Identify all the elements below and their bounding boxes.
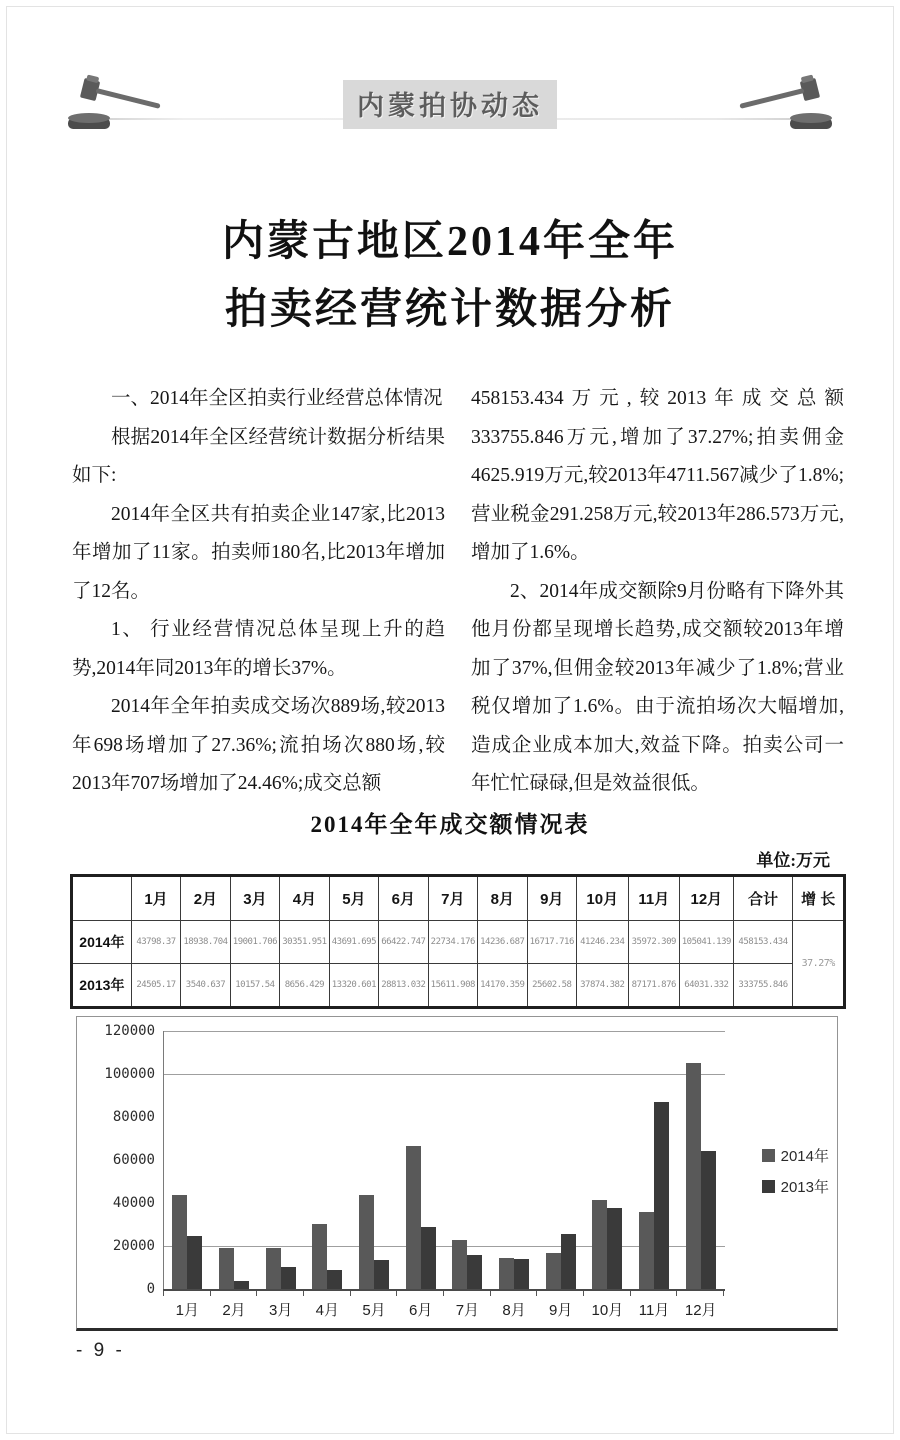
chart-plot-area bbox=[164, 1031, 724, 1289]
table-cell: 30351.951 bbox=[280, 921, 329, 964]
x-tick-label: 2月 bbox=[222, 1302, 246, 1319]
legend-label: 2013年 bbox=[780, 1179, 829, 1196]
x-tick-label: 1月 bbox=[175, 1302, 199, 1319]
chart-x-axis bbox=[164, 1299, 724, 1320]
table-header-cell: 2月 bbox=[181, 876, 230, 921]
bar-2014年 bbox=[172, 1195, 187, 1289]
bar-group bbox=[257, 1248, 304, 1289]
bar-2014年 bbox=[639, 1212, 654, 1289]
x-tick bbox=[630, 1291, 631, 1296]
table-header-cell: 8月 bbox=[478, 876, 527, 921]
x-tick-label: 3月 bbox=[269, 1302, 293, 1319]
paragraph: 2、2014年成交额除9月份略有下降外其他月份都呈现增长趋势,成交额较2013年增加了37%,但佣金较2013年减少了1.8%;营业税仅增加了1.6%。由于流拍场次大幅增加,造成企业成本加大,效益下降。拍卖公司一年忙忙碌碌,但是效益很低。 bbox=[471, 580, 844, 794]
x-tick bbox=[350, 1291, 351, 1296]
table-cell: 105041.139 bbox=[680, 921, 734, 964]
table-header-cell: 11月 bbox=[628, 876, 680, 921]
gavel-icon bbox=[62, 74, 172, 132]
table-header-cell: 4月 bbox=[280, 876, 329, 921]
table-cell: 87171.876 bbox=[628, 964, 680, 1008]
bar-2013年 bbox=[374, 1260, 389, 1289]
x-tick-label: 5月 bbox=[362, 1302, 386, 1319]
table-title: 2014年全年成交额情况表 bbox=[310, 812, 590, 837]
table-header-cell: 7月 bbox=[428, 876, 477, 921]
y-tick-label: 100000 bbox=[104, 1066, 155, 1082]
bar-2013年 bbox=[421, 1227, 436, 1289]
table-cell: 66422.747 bbox=[379, 921, 428, 964]
chart-x-ticks bbox=[163, 1291, 725, 1296]
x-tick-label: 9月 bbox=[549, 1302, 573, 1319]
article-title bbox=[0, 212, 900, 340]
bar-group bbox=[444, 1240, 491, 1289]
bar-2014年 bbox=[359, 1195, 374, 1289]
gavel-icon bbox=[728, 74, 838, 132]
x-tick bbox=[303, 1291, 304, 1296]
table-cell: 8656.429 bbox=[280, 964, 329, 1008]
paragraph: 2014年全年拍卖成交场次889场,较2013年698场增加了27.36%;流拍场次880场,较2013年707场增加了24.46%;成交总额 bbox=[72, 696, 445, 794]
bar-2014年 bbox=[406, 1146, 421, 1289]
data-table bbox=[70, 874, 846, 1009]
bar-2014年 bbox=[592, 1200, 607, 1289]
table-cell: 14170.359 bbox=[478, 964, 527, 1008]
x-tick bbox=[490, 1291, 491, 1296]
bar-group bbox=[677, 1063, 724, 1289]
bar-group bbox=[631, 1102, 678, 1289]
paragraph: 458153.434万元,较2013年成交总额333755.846万元,增加了37.27%;拍卖佣金4625.919万元,较2013年4711.567减少了1.8%;营业税金291.258万元,较2013年286.573万元,增加了1.6%。 bbox=[471, 388, 844, 563]
bar-group bbox=[537, 1234, 584, 1289]
table-cell: 64031.332 bbox=[680, 964, 734, 1008]
table-cell: 43691.695 bbox=[329, 921, 378, 964]
table-row bbox=[72, 921, 845, 964]
table-header-cell bbox=[72, 876, 132, 921]
article-title-line2: 拍卖经营统计数据分析 bbox=[224, 287, 675, 333]
page-header bbox=[60, 74, 840, 134]
table-header-cell: 5月 bbox=[329, 876, 378, 921]
bar-2014年 bbox=[452, 1240, 467, 1289]
text-column-right bbox=[471, 380, 844, 804]
y-tick-label: 20000 bbox=[112, 1238, 155, 1254]
x-tick bbox=[396, 1291, 397, 1296]
monthly-turnover-table bbox=[70, 874, 846, 1009]
table-cell: 3540.637 bbox=[181, 964, 230, 1008]
bar-2013年 bbox=[701, 1151, 716, 1289]
y-tick-label: 80000 bbox=[112, 1109, 155, 1125]
table-header-cell: 9月 bbox=[527, 876, 576, 921]
bar-2013年 bbox=[234, 1281, 249, 1289]
table-cell: 10157.54 bbox=[230, 964, 279, 1008]
x-tick bbox=[256, 1291, 257, 1296]
x-tick-label: 8月 bbox=[502, 1302, 526, 1319]
y-tick-label: 40000 bbox=[112, 1195, 155, 1211]
page-number: - 9 - bbox=[76, 1340, 125, 1361]
table-cell: 24505.17 bbox=[131, 964, 180, 1008]
legend-label: 2014年 bbox=[780, 1148, 829, 1165]
table-cell: 22734.176 bbox=[428, 921, 477, 964]
bar-group bbox=[584, 1200, 631, 1289]
article-title-line1: 内蒙古地区2014年全年 bbox=[221, 219, 678, 265]
bar-2013年 bbox=[187, 1236, 202, 1289]
row-label: 2014年 bbox=[72, 921, 132, 964]
table-cell: 43798.37 bbox=[131, 921, 180, 964]
bar-2013年 bbox=[561, 1234, 576, 1289]
x-tick-label: 12月 bbox=[684, 1302, 717, 1319]
x-tick bbox=[676, 1291, 677, 1296]
bar-2014年 bbox=[312, 1224, 327, 1289]
bar-2013年 bbox=[654, 1102, 669, 1289]
table-cell: 16717.716 bbox=[527, 921, 576, 964]
table-cell: 458153.434 bbox=[733, 921, 793, 964]
x-tick-label: 11月 bbox=[638, 1302, 670, 1319]
table-cell: 41246.234 bbox=[576, 921, 628, 964]
table-cell: 28813.032 bbox=[379, 964, 428, 1008]
table-header-cell: 6月 bbox=[379, 876, 428, 921]
x-tick bbox=[536, 1291, 537, 1296]
legend-swatch-icon bbox=[762, 1180, 775, 1193]
paragraph: 根据2014年全区经营统计数据分析结果如下: bbox=[72, 426, 445, 486]
y-tick-label: 0 bbox=[146, 1281, 155, 1297]
table-cell: 333755.846 bbox=[733, 964, 793, 1008]
bar-group bbox=[397, 1146, 444, 1289]
y-tick-label: 120000 bbox=[104, 1023, 155, 1039]
table-header-cell: 3月 bbox=[230, 876, 279, 921]
table-header-cell: 12月 bbox=[680, 876, 734, 921]
table-cell: 19001.706 bbox=[230, 921, 279, 964]
monthly-turnover-chart bbox=[76, 1016, 838, 1331]
bar-2013年 bbox=[281, 1267, 296, 1289]
bar-2014年 bbox=[266, 1248, 281, 1289]
table-header-cell: 10月 bbox=[576, 876, 628, 921]
row-label: 2013年 bbox=[72, 964, 132, 1008]
x-tick-label: 4月 bbox=[315, 1302, 340, 1319]
paragraph: 2014年全区共有拍卖企业147家,比2013年增加了11家。拍卖师180名,比2013年增加了12名。 bbox=[72, 503, 445, 602]
table-unit-label: 单位:万元 bbox=[756, 851, 830, 870]
paragraph: 一、2014年全区拍卖行业经营总体情况 bbox=[111, 388, 443, 409]
bar-group bbox=[491, 1258, 538, 1289]
bar-2013年 bbox=[607, 1208, 622, 1289]
bar-2013年 bbox=[327, 1270, 342, 1289]
paragraph: 1、 行业经营情况总体呈现上升的趋势,2014年同2013年的增长37%。 bbox=[72, 619, 445, 679]
bar-2014年 bbox=[219, 1248, 234, 1289]
bar-2014年 bbox=[499, 1258, 514, 1289]
x-tick-label: 6月 bbox=[409, 1302, 433, 1319]
table-header-cell: 1月 bbox=[131, 876, 180, 921]
growth-cell: 37.27% bbox=[793, 921, 845, 1008]
table-cell: 15611.908 bbox=[428, 964, 477, 1008]
table-header-cell: 增 长 bbox=[793, 876, 845, 921]
table-cell: 25602.58 bbox=[527, 964, 576, 1008]
chart-legend bbox=[762, 1145, 829, 1197]
table-cell: 35972.309 bbox=[628, 921, 680, 964]
table-cell: 37874.382 bbox=[576, 964, 628, 1008]
legend-item bbox=[762, 1176, 829, 1197]
bar-group bbox=[211, 1248, 258, 1289]
table-cell: 13320.601 bbox=[329, 964, 378, 1008]
body-columns bbox=[72, 380, 844, 804]
bar-group bbox=[164, 1195, 211, 1289]
x-tick-label: 7月 bbox=[455, 1302, 480, 1319]
y-tick-label: 60000 bbox=[112, 1152, 155, 1168]
bar-2014年 bbox=[686, 1063, 701, 1289]
header-badge: 内蒙拍协动态 bbox=[343, 80, 557, 129]
x-tick bbox=[583, 1291, 584, 1296]
text-column-left bbox=[72, 380, 445, 804]
x-tick-label: 10月 bbox=[591, 1302, 624, 1319]
table-row bbox=[72, 964, 845, 1008]
bar-2013年 bbox=[467, 1255, 482, 1289]
legend-swatch-icon bbox=[762, 1149, 775, 1162]
table-cell: 14236.687 bbox=[478, 921, 527, 964]
bar-group bbox=[351, 1195, 398, 1289]
legend-item bbox=[762, 1145, 829, 1166]
table-header-cell: 合计 bbox=[733, 876, 793, 921]
bar-group bbox=[304, 1224, 351, 1289]
table-cell: 18938.704 bbox=[181, 921, 230, 964]
bar-2014年 bbox=[546, 1253, 561, 1289]
x-tick bbox=[210, 1291, 211, 1296]
bar-2013年 bbox=[514, 1259, 529, 1289]
x-tick bbox=[723, 1291, 724, 1296]
x-tick bbox=[163, 1291, 164, 1296]
x-tick bbox=[443, 1291, 444, 1296]
